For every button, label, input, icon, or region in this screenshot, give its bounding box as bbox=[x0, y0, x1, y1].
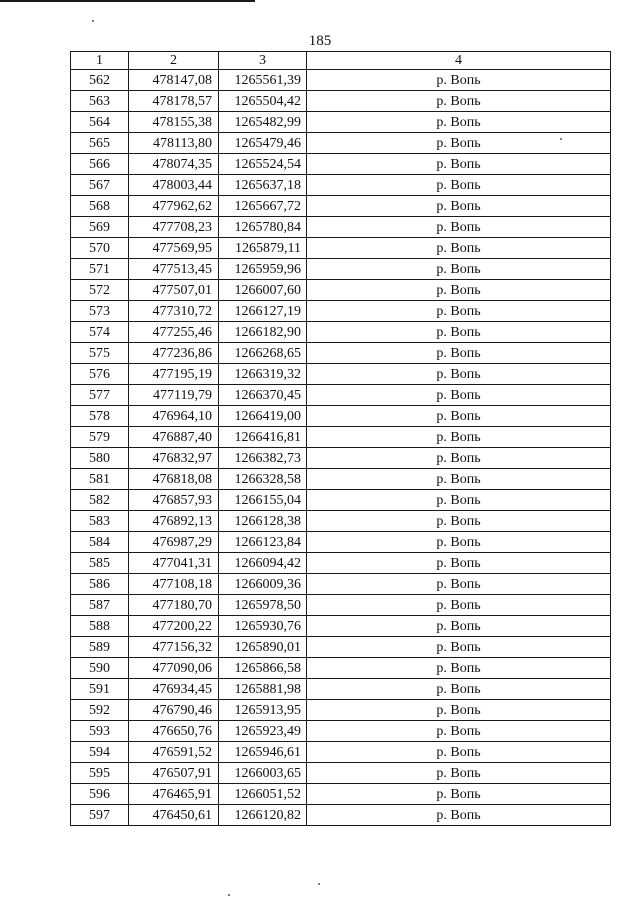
row-number-cell: 572 bbox=[71, 280, 129, 301]
table-row bbox=[71, 616, 611, 637]
coord-y-cell: 1265637,18 bbox=[219, 175, 307, 196]
table-row bbox=[71, 91, 611, 112]
coord-x-cell: 476818,08 bbox=[129, 469, 219, 490]
location-cell: р. Вопь bbox=[307, 511, 611, 532]
coord-x-cell: 477195,19 bbox=[129, 364, 219, 385]
header-col-3: 3 bbox=[219, 52, 307, 70]
row-number-cell: 581 bbox=[71, 469, 129, 490]
coord-x-cell: 477708,23 bbox=[129, 217, 219, 238]
table-row bbox=[71, 742, 611, 763]
coord-y-cell: 1265946,61 bbox=[219, 742, 307, 763]
table-row bbox=[71, 511, 611, 532]
table-header-row bbox=[71, 52, 611, 70]
scan-speck bbox=[92, 20, 94, 22]
location-cell: р. Вопь bbox=[307, 343, 611, 364]
table-row bbox=[71, 301, 611, 322]
row-number-cell: 586 bbox=[71, 574, 129, 595]
coord-x-cell: 476650,76 bbox=[129, 721, 219, 742]
coord-y-cell: 1266370,45 bbox=[219, 385, 307, 406]
row-number-cell: 593 bbox=[71, 721, 129, 742]
row-number-cell: 587 bbox=[71, 595, 129, 616]
coord-x-cell: 476887,40 bbox=[129, 427, 219, 448]
coord-y-cell: 1265866,58 bbox=[219, 658, 307, 679]
location-cell: р. Вопь bbox=[307, 574, 611, 595]
row-number-cell: 568 bbox=[71, 196, 129, 217]
row-number-cell: 595 bbox=[71, 763, 129, 784]
table-row bbox=[71, 343, 611, 364]
location-cell: р. Вопь bbox=[307, 259, 611, 280]
row-number-cell: 580 bbox=[71, 448, 129, 469]
coord-x-cell: 476465,91 bbox=[129, 784, 219, 805]
page-number: 185 bbox=[308, 33, 332, 49]
row-number-cell: 589 bbox=[71, 637, 129, 658]
coord-y-cell: 1265881,98 bbox=[219, 679, 307, 700]
table-row bbox=[71, 112, 611, 133]
coord-y-cell: 1265959,96 bbox=[219, 259, 307, 280]
coord-x-cell: 476591,52 bbox=[129, 742, 219, 763]
table-row bbox=[71, 196, 611, 217]
coord-x-cell: 477041,31 bbox=[129, 553, 219, 574]
table-row bbox=[71, 490, 611, 511]
coord-y-cell: 1266009,36 bbox=[219, 574, 307, 595]
coord-x-cell: 477119,79 bbox=[129, 385, 219, 406]
table-row bbox=[71, 721, 611, 742]
coord-x-cell: 477108,18 bbox=[129, 574, 219, 595]
coord-y-cell: 1266328,58 bbox=[219, 469, 307, 490]
location-cell: р. Вопь bbox=[307, 469, 611, 490]
row-number-cell: 564 bbox=[71, 112, 129, 133]
table-row bbox=[71, 637, 611, 658]
coord-x-cell: 478074,35 bbox=[129, 154, 219, 175]
table-row bbox=[71, 70, 611, 91]
coord-y-cell: 1266051,52 bbox=[219, 784, 307, 805]
row-number-cell: 584 bbox=[71, 532, 129, 553]
location-cell: р. Вопь bbox=[307, 112, 611, 133]
coord-y-cell: 1265978,50 bbox=[219, 595, 307, 616]
table-row bbox=[71, 322, 611, 343]
coord-y-cell: 1266003,65 bbox=[219, 763, 307, 784]
location-cell: р. Вопь bbox=[307, 280, 611, 301]
location-cell: р. Вопь bbox=[307, 301, 611, 322]
row-number-cell: 585 bbox=[71, 553, 129, 574]
table-row bbox=[71, 784, 611, 805]
coord-x-cell: 477507,01 bbox=[129, 280, 219, 301]
table-row bbox=[71, 469, 611, 490]
location-cell: р. Вопь bbox=[307, 406, 611, 427]
row-number-cell: 574 bbox=[71, 322, 129, 343]
row-number-cell: 575 bbox=[71, 343, 129, 364]
row-number-cell: 565 bbox=[71, 133, 129, 154]
table-row bbox=[71, 595, 611, 616]
table-row bbox=[71, 280, 611, 301]
location-cell: р. Вопь bbox=[307, 700, 611, 721]
coord-x-cell: 478003,44 bbox=[129, 175, 219, 196]
row-number-cell: 582 bbox=[71, 490, 129, 511]
location-cell: р. Вопь bbox=[307, 490, 611, 511]
location-cell: р. Вопь bbox=[307, 322, 611, 343]
coord-x-cell: 476790,46 bbox=[129, 700, 219, 721]
coord-y-cell: 1266419,00 bbox=[219, 406, 307, 427]
coord-y-cell: 1266128,38 bbox=[219, 511, 307, 532]
coord-x-cell: 478155,38 bbox=[129, 112, 219, 133]
row-number-cell: 597 bbox=[71, 805, 129, 826]
coordinates-table bbox=[70, 51, 611, 826]
row-number-cell: 571 bbox=[71, 259, 129, 280]
row-number-cell: 594 bbox=[71, 742, 129, 763]
coord-x-cell: 476832,97 bbox=[129, 448, 219, 469]
coord-x-cell: 477180,70 bbox=[129, 595, 219, 616]
coord-x-cell: 477090,06 bbox=[129, 658, 219, 679]
coord-y-cell: 1266127,19 bbox=[219, 301, 307, 322]
coord-x-cell: 477569,95 bbox=[129, 238, 219, 259]
location-cell: р. Вопь bbox=[307, 427, 611, 448]
table-row bbox=[71, 385, 611, 406]
row-number-cell: 591 bbox=[71, 679, 129, 700]
coord-y-cell: 1266155,04 bbox=[219, 490, 307, 511]
coord-y-cell: 1266120,82 bbox=[219, 805, 307, 826]
row-number-cell: 567 bbox=[71, 175, 129, 196]
coord-y-cell: 1265504,42 bbox=[219, 91, 307, 112]
header-col-1: 1 bbox=[71, 52, 129, 70]
row-number-cell: 579 bbox=[71, 427, 129, 448]
location-cell: р. Вопь bbox=[307, 154, 611, 175]
row-number-cell: 570 bbox=[71, 238, 129, 259]
row-number-cell: 583 bbox=[71, 511, 129, 532]
table-row bbox=[71, 532, 611, 553]
location-cell: р. Вопь bbox=[307, 805, 611, 826]
coord-x-cell: 476892,13 bbox=[129, 511, 219, 532]
location-cell: р. Вопь bbox=[307, 742, 611, 763]
table-row bbox=[71, 448, 611, 469]
coord-y-cell: 1266094,42 bbox=[219, 553, 307, 574]
coord-x-cell: 477513,45 bbox=[129, 259, 219, 280]
table-row bbox=[71, 658, 611, 679]
location-cell: р. Вопь bbox=[307, 175, 611, 196]
location-cell: р. Вопь bbox=[307, 91, 611, 112]
table-body bbox=[71, 70, 611, 826]
row-number-cell: 596 bbox=[71, 784, 129, 805]
table-row bbox=[71, 679, 611, 700]
coord-y-cell: 1265913,95 bbox=[219, 700, 307, 721]
coord-y-cell: 1265524,54 bbox=[219, 154, 307, 175]
row-number-cell: 573 bbox=[71, 301, 129, 322]
coord-y-cell: 1266319,32 bbox=[219, 364, 307, 385]
coord-x-cell: 476450,61 bbox=[129, 805, 219, 826]
location-cell: р. Вопь bbox=[307, 616, 611, 637]
table-row bbox=[71, 805, 611, 826]
location-cell: р. Вопь bbox=[307, 763, 611, 784]
coord-y-cell: 1266123,84 bbox=[219, 532, 307, 553]
table-row bbox=[71, 574, 611, 595]
location-cell: р. Вопь bbox=[307, 217, 611, 238]
coord-y-cell: 1265482,99 bbox=[219, 112, 307, 133]
row-number-cell: 577 bbox=[71, 385, 129, 406]
table-row bbox=[71, 217, 611, 238]
location-cell: р. Вопь bbox=[307, 385, 611, 406]
scan-speck bbox=[228, 894, 230, 896]
coord-y-cell: 1266182,90 bbox=[219, 322, 307, 343]
row-number-cell: 566 bbox=[71, 154, 129, 175]
coord-y-cell: 1265923,49 bbox=[219, 721, 307, 742]
row-number-cell: 588 bbox=[71, 616, 129, 637]
row-number-cell: 562 bbox=[71, 70, 129, 91]
table-row bbox=[71, 364, 611, 385]
table-row bbox=[71, 427, 611, 448]
coord-y-cell: 1265879,11 bbox=[219, 238, 307, 259]
coord-x-cell: 477255,46 bbox=[129, 322, 219, 343]
table-row bbox=[71, 175, 611, 196]
coord-x-cell: 478113,80 bbox=[129, 133, 219, 154]
coordinates-table-container bbox=[70, 51, 610, 826]
coord-x-cell: 476964,10 bbox=[129, 406, 219, 427]
coord-y-cell: 1266382,73 bbox=[219, 448, 307, 469]
location-cell: р. Вопь bbox=[307, 595, 611, 616]
location-cell: р. Вопь bbox=[307, 196, 611, 217]
coord-x-cell: 477962,62 bbox=[129, 196, 219, 217]
coord-x-cell: 478147,08 bbox=[129, 70, 219, 91]
coord-x-cell: 478178,57 bbox=[129, 91, 219, 112]
location-cell: р. Вопь bbox=[307, 133, 611, 154]
coord-y-cell: 1265667,72 bbox=[219, 196, 307, 217]
row-number-cell: 578 bbox=[71, 406, 129, 427]
coord-y-cell: 1265780,84 bbox=[219, 217, 307, 238]
location-cell: р. Вопь bbox=[307, 637, 611, 658]
coord-y-cell: 1265479,46 bbox=[219, 133, 307, 154]
table-row bbox=[71, 406, 611, 427]
row-number-cell: 563 bbox=[71, 91, 129, 112]
location-cell: р. Вопь bbox=[307, 658, 611, 679]
location-cell: р. Вопь bbox=[307, 679, 611, 700]
table-row bbox=[71, 238, 611, 259]
row-number-cell: 592 bbox=[71, 700, 129, 721]
coord-x-cell: 477236,86 bbox=[129, 343, 219, 364]
coord-y-cell: 1265890,01 bbox=[219, 637, 307, 658]
coord-y-cell: 1266268,65 bbox=[219, 343, 307, 364]
coord-x-cell: 476857,93 bbox=[129, 490, 219, 511]
coord-x-cell: 477310,72 bbox=[129, 301, 219, 322]
coord-x-cell: 476507,91 bbox=[129, 763, 219, 784]
scan-speck bbox=[560, 138, 562, 140]
location-cell: р. Вопь bbox=[307, 238, 611, 259]
coord-y-cell: 1265561,39 bbox=[219, 70, 307, 91]
coord-y-cell: 1266416,81 bbox=[219, 427, 307, 448]
location-cell: р. Вопь bbox=[307, 553, 611, 574]
table-row bbox=[71, 133, 611, 154]
location-cell: р. Вопь bbox=[307, 448, 611, 469]
location-cell: р. Вопь bbox=[307, 532, 611, 553]
table-row bbox=[71, 700, 611, 721]
location-cell: р. Вопь bbox=[307, 364, 611, 385]
coord-x-cell: 476934,45 bbox=[129, 679, 219, 700]
location-cell: р. Вопь bbox=[307, 70, 611, 91]
table-row bbox=[71, 259, 611, 280]
row-number-cell: 590 bbox=[71, 658, 129, 679]
coord-x-cell: 476987,29 bbox=[129, 532, 219, 553]
header-col-4: 4 bbox=[307, 52, 611, 70]
header-col-2: 2 bbox=[129, 52, 219, 70]
coord-y-cell: 1265930,76 bbox=[219, 616, 307, 637]
location-cell: р. Вопь bbox=[307, 784, 611, 805]
scan-edge-mark bbox=[0, 0, 255, 2]
table-row bbox=[71, 763, 611, 784]
table-row bbox=[71, 154, 611, 175]
table-row bbox=[71, 553, 611, 574]
location-cell: р. Вопь bbox=[307, 721, 611, 742]
scan-speck bbox=[318, 883, 320, 885]
row-number-cell: 576 bbox=[71, 364, 129, 385]
coord-y-cell: 1266007,60 bbox=[219, 280, 307, 301]
coord-x-cell: 477200,22 bbox=[129, 616, 219, 637]
row-number-cell: 569 bbox=[71, 217, 129, 238]
coord-x-cell: 477156,32 bbox=[129, 637, 219, 658]
